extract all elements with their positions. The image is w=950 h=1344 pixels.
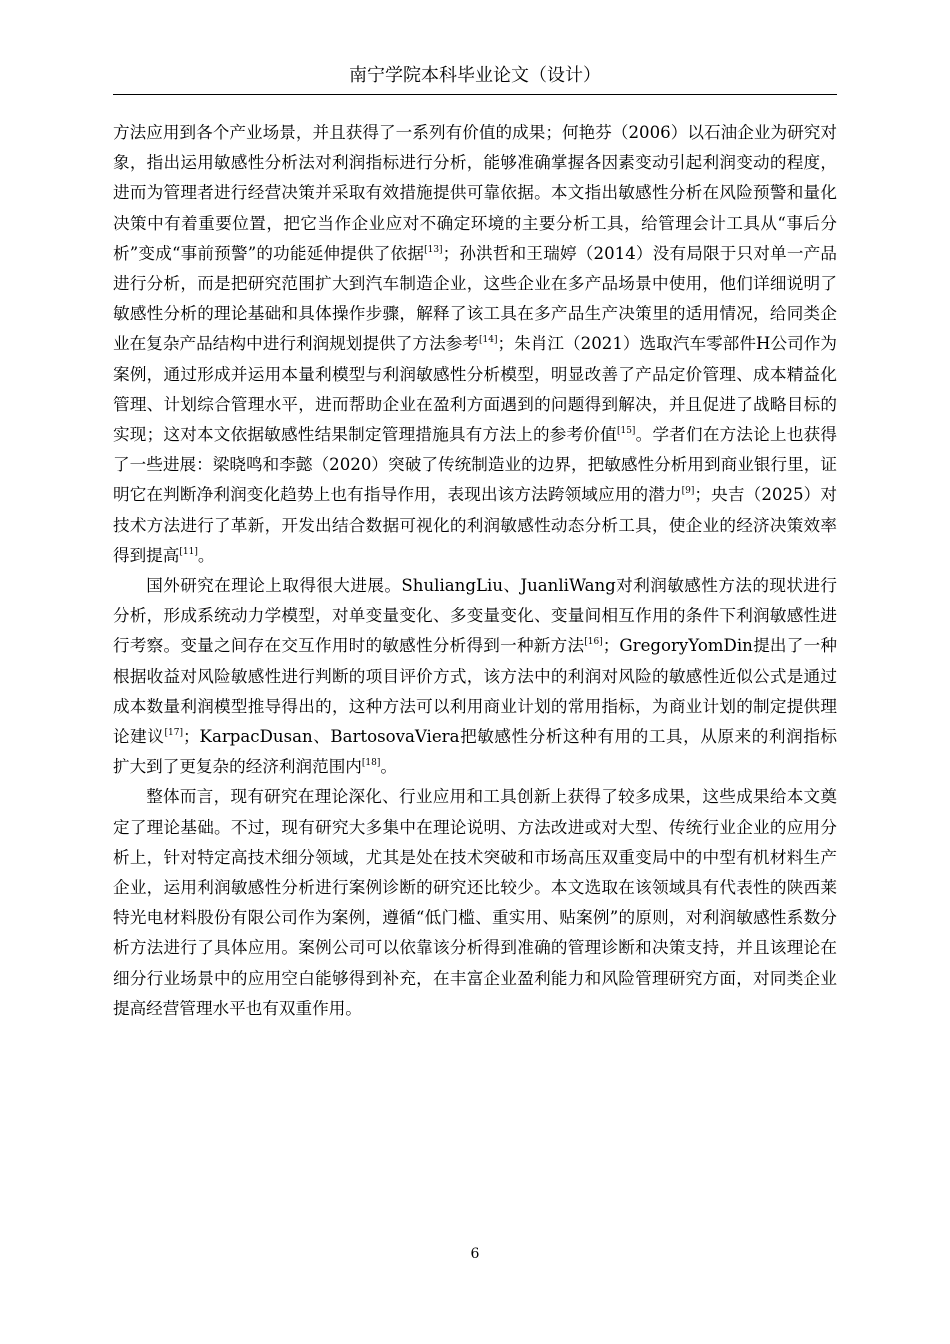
header-title: 南宁学院本科毕业论文（设计） — [349, 65, 601, 86]
text-run: 方法应用到各个产业场景，并且获得了一系列有价值的成果；何艳芬（2006）以石油企业为研究对象，指出运用敏感性分析法对利润指标进行分析，能够准确掌握各因素变动引起利润变动的程度，进而为管理者进行经营决策并采取有效措施提供可靠依据。本文指出敏感性分析在风险预警和量化决策中有着重要位置，把它当作企业应对不确定环境的主要分析工具，给管理会计工具从“事后分析”变成“事前预警”的功能延伸提供了依据 — [113, 123, 837, 263]
citation-ref: [11] — [179, 546, 198, 557]
text-run: ；朱肖江（2021）选取汽车零部件H公司作为案例，通过形成并运用本量利模型与利润敏感性分析模型，明显改善了产品定价管理、成本精益化管理、计划综合管理水平，进而帮助企业在盈利方面遇到的问题得到解决，并且促进了战略目标的实现；这对本文依据敏感性结果制定管理措施具有方法上的参考价值 — [113, 334, 838, 445]
page-header — [113, 62, 837, 95]
text-run: 。 — [197, 545, 215, 565]
paragraph — [113, 118, 837, 571]
text-run: ；GregoryYomDin提出了一种根据收益对风险敏感性进行判断的项目评价方式，该方法中的利润对风险的敏感性近似公式是通过成本数量利润模型推导得出的，这种方法可以利用商业计划的常用指标，为商业计划的制定提供理论建议 — [113, 636, 837, 747]
text-run: 。学者们在方法论上也获得了一些进展：梁晓鸣和李懿（2020）突破了传统制造业的边界，把敏感性分析用到商业银行里，证明它在判断净利润变化趋势上也有指导作用，表现出该方法跨领域应用的潜力 — [113, 425, 838, 505]
text-run: ；KarpacDusan、BartosovaViera把敏感性分析这种有用的工具，从原来的利润指标扩大到了更复杂的经济利润范围内 — [113, 727, 838, 777]
page-number: 6 — [470, 1246, 480, 1262]
text-run: 国外研究在理论上取得很大进展。ShuliangLiu、JuanliWang对利润敏感性方法的现状进行分析，形成系统动力学模型，对单变量变化、多变量变化、变量间相互作用的条件下利润敏感性进行考察。变量之间存在交互作用时的敏感性分析得到一种新方法 — [113, 576, 837, 656]
citation-ref: [13] — [424, 244, 443, 255]
body-text — [113, 118, 837, 1024]
text-run: 整体而言，现有研究在理论深化、行业应用和工具创新上获得了较多成果，这些成果给本文奠定了理论基础。不过，现有研究大多集中在理论说明、方法改进或对大型、传统行业企业的应用分析上，针对特定高技术细分领域，尤其是处在技术突破和市场高压双重变局中的中型有机材料生产企业，运用利润敏感性分析进行案例诊断的研究还比较少。本文选取在该领域具有代表性的陕西莱特光电材料股份有限公司作为案例，遵循“低门槛、重实用、贴案例”的原则，对利润敏感性系数分析方法进行了具体应用。案例公司可以依靠该分析得到准确的管理诊断和决策支持，并且该理论在细分行业场景中的应用空白能够得到补充，在丰富企业盈利能力和风险管理研究方面，对同类企业提高经营管理水平也有双重作用。 — [113, 787, 837, 1018]
paragraph — [113, 571, 837, 782]
paragraph — [113, 782, 837, 1024]
citation-ref: [17] — [164, 728, 183, 739]
citation-ref: [14] — [478, 335, 498, 346]
citation-ref: [16] — [584, 637, 603, 648]
text-run: ；孙洪哲和王瑞婷（2014）没有局限于只对单一产品进行分析，而是把研究范围扩大到汽车制造企业，这些企业在多产品场景中使用，他们详细说明了敏感性分析的理论基础和具体操作步骤，解释了该工具在多产品生产决策里的适用情况，给同类企业在复杂产品结构中进行利润规划提供了方法参考 — [113, 243, 837, 354]
text-run: ；央吉（2025）对技术方法进行了革新，开发出结合数据可视化的利润敏感性动态分析工具，使企业的经济决策效率得到提高 — [113, 485, 838, 565]
text-run: 。 — [380, 757, 397, 777]
citation-ref: [15] — [616, 426, 636, 437]
citation-ref: [18] — [361, 758, 381, 769]
citation-ref: [9] — [681, 486, 695, 497]
